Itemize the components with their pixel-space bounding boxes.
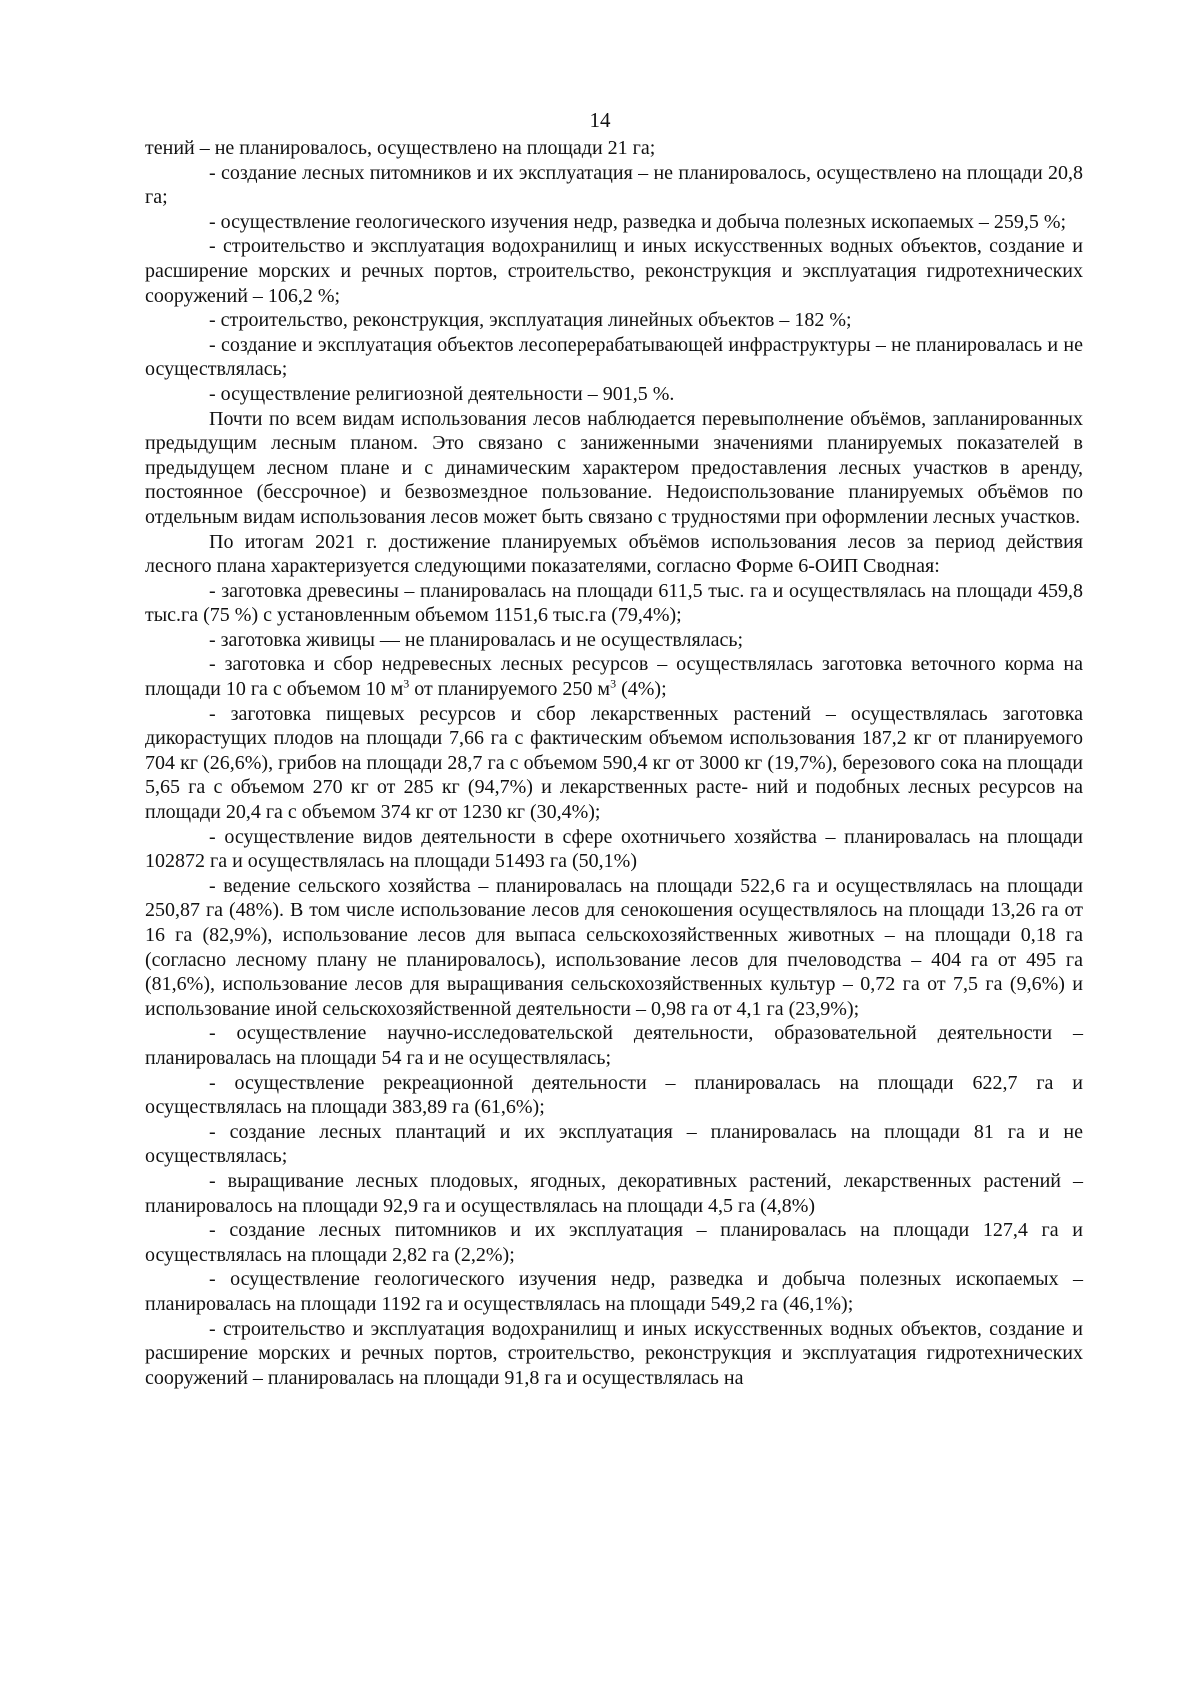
paragraph: По итогам 2021 г. достижение планируемых объёмов использования лесов за период действия лесного плана характеризуется следующими показателями, согласно Форме 6-ОИП Сводная: (145, 530, 1083, 578)
paragraph: - заготовка живицы — не планировалась и не осуществлялась; (209, 628, 744, 651)
superscript: 3 (403, 676, 410, 691)
paragraph: - заготовка древесины – планировалась на площади 611,5 тыс. га и осуществлялась на площади 459,8 тыс.га (75 %) с установленным объемом 1151,6 тыс.га (79,4%); (145, 579, 1083, 627)
paragraph: - создание лесных питомников и их эксплуатация – планировалась на площади 127,4 га и осуществлялась на площади 2,82 га (2,2%); (145, 1219, 1083, 1266)
paragraph: - осуществление геологического изучения недр, разведка и добыча полезных ископаемых – 259,5 %; (209, 210, 1067, 233)
paragraph-text: от планируемого 250 м (409, 678, 611, 701)
paragraph: - осуществление религиозной деятельности – 901,5 %. (209, 382, 675, 405)
paragraph: - осуществление рекреационной деятельности – планировалась на площади 622,7 га и осуществлялась на площади 383,89 га (61,6%); (145, 1071, 1083, 1119)
paragraph: - ведение сельского хозяйства – планировалась на площади 522,6 га и осуществлялась на площади 250,87 га (48%). В том числе использование лесов для сенокошения осуществлялось на площади 13,26 га от 16 га (82,9%), использование лесов для выпаса сельскохозяйственных животных – на площади 0,18 га (согласно лесному плану не планировалось), использование лесов для пчеловодства – 404 га от 495 га (81,6%), использование лесов для выращивания сельскохозяйственных культур – 0,72 га от 7,5 га (9,6%) и использование иной сельскохозяйственной деятельности – 0,98 га от 4,1 га (23,9%); (145, 874, 1083, 1020)
paragraph: тений – не планировалось, осуществлено на площади 21 га; (145, 137, 656, 159)
paragraph: - строительство и эксплуатация водохранилищ и иных искусственных водных объектов, создание и расширение морских и речных портов, строительство, реконструкция и эксплуатация гидротехнических сооружений – 106,2 %; (145, 235, 1083, 307)
document-body (145, 136, 1083, 1390)
paragraph (145, 652, 1083, 701)
paragraph: Почти по всем видам использования лесов наблюдается перевыполнение объёмов, запланированных предыдущим лесным планом. Это связано с заниженными значениями планируемых показателей в предыдущем лесном плане и с динамическим характером предоставления лесных участков в аренду, постоянное (бессрочное) и безвозмездное пользование. Недоиспользование планируемых объёмов по отдельным видам использования лесов может быть связано с трудностями при оформлении лесных участков. (145, 407, 1083, 528)
paragraph-text: - заготовка и сбор недревесных лесных ресурсов – осуществлялась заготовка веточного корма на площади 10 га с объемом 10 м (145, 653, 1083, 701)
paragraph: - выращивание лесных плодовых, ягодных, декоративных растений, лекарственных растений – планировалось на площади 92,9 га и осуществлялась на площади 4,5 га (4,8%) (145, 1169, 1083, 1217)
paragraph: - создание лесных питомников и их эксплуатация – не планировалось, осуществлено на площади 20,8 га; (145, 161, 1083, 209)
page-number: 14 (589, 108, 611, 132)
paragraph: - осуществление видов деятельности в сфере охотничьего хозяйства – планировалась на площади 102872 га и осуществлялась на площади 51493 га (50,1%) (145, 825, 1083, 873)
paragraph: - создание и эксплуатация объектов лесоперерабатывающей инфраструктуры – не планировалась и не осуществлялась; (145, 333, 1083, 381)
paragraph: - создание лесных плантаций и их эксплуатация – планировалась на площади 81 га и не осуществлялась; (145, 1120, 1083, 1168)
paragraph: - строительство и эксплуатация водохранилищ и иных искусственных водных объектов, создание и расширение морских и речных портов, строительство, реконструкция и эксплуатация гидротехнических сооружений – планировалась на площади 91,8 га и осуществлялась на (145, 1317, 1083, 1389)
paragraph: - заготовка пищевых ресурсов и сбор лекарственных растений – осуществлялась заготовка дикорастущих плодов на площади 7,66 га с фактическим объемом использования 187,2 кг от планируемого 704 кг (26,6%), грибов на площади 28,7 га с объемом 590,4 кг от 3000 кг (19,7%), березового сока на площади 5,65 га с объемом 270 кг от 285 кг (94,7%) и лекарственных расте- ний и подобных лесных ресурсов на площади 20,4 га с объемом 374 кг от 1230 кг (30,4%); (145, 702, 1083, 824)
paragraph-text: (4%); (616, 678, 667, 701)
superscript: 3 (610, 676, 617, 691)
paragraph: - осуществление научно-исследовательской деятельности, образовательной деятельности – планировалась на площади 54 га и не осуществлялась; (145, 1022, 1083, 1069)
paragraph: - строительство, реконструкция, эксплуатация линейных объектов – 182 %; (209, 309, 852, 332)
paragraph: - осуществление геологического изучения недр, разведка и добыча полезных ископаемых – планировалась на площади 1192 га и осуществлялась на площади 549,2 га (46,1%); (145, 1268, 1083, 1315)
